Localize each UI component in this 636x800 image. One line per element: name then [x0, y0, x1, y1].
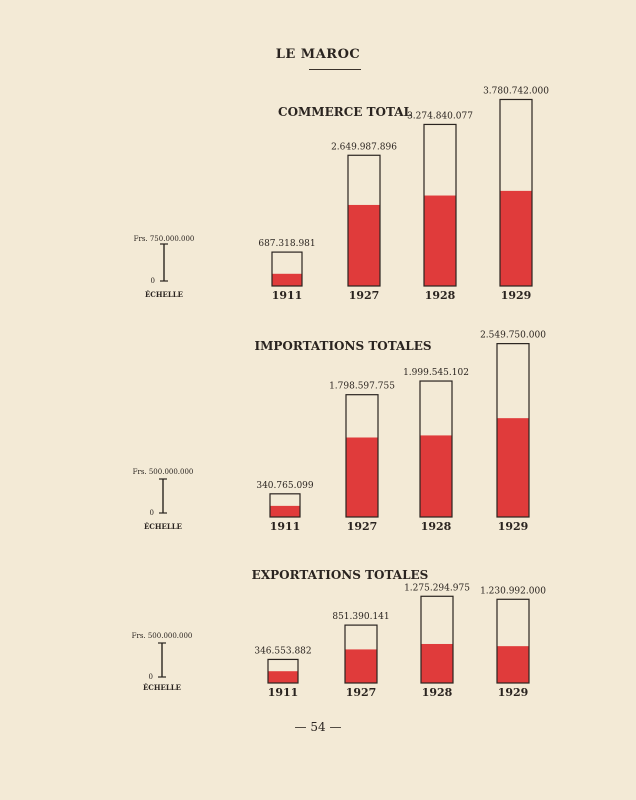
chart-title-exportations-totales: EXPORTATIONS TOTALES — [251, 568, 429, 582]
year-label-importations-totales-1929: 1929 — [497, 520, 529, 533]
year-label-importations-totales-1928: 1928 — [420, 520, 452, 533]
scale-label-commerce-total: Frs. 750.000.000 — [133, 235, 195, 243]
value-label-commerce-total-1927: 2.649.987.896 — [331, 142, 397, 153]
scale-zero-exportations-totales: 0 — [148, 673, 153, 681]
bar-fill-importations-totales-1911 — [270, 506, 300, 517]
scale-zero-importations-totales: 0 — [149, 509, 154, 517]
bar-fill-commerce-total-1928 — [424, 196, 456, 286]
year-label-exportations-totales-1928: 1928 — [421, 686, 453, 699]
page-title: LE MAROC — [275, 47, 361, 62]
year-label-commerce-total-1929: 1929 — [500, 289, 532, 302]
year-label-commerce-total-1927: 1927 — [348, 289, 380, 302]
value-label-exportations-totales-1911: 346.553.882 — [254, 646, 312, 657]
bar-fill-commerce-total-1911 — [272, 274, 302, 286]
value-label-importations-totales-1911: 340.765.099 — [256, 480, 314, 491]
bar-fill-exportations-totales-1911 — [268, 671, 298, 683]
value-label-commerce-total-1911: 687.318.981 — [258, 239, 316, 250]
year-label-importations-totales-1911: 1911 — [269, 520, 301, 533]
value-label-importations-totales-1928: 1.999.545.102 — [403, 368, 469, 379]
value-label-commerce-total-1929: 3.780.742.000 — [483, 86, 549, 97]
value-label-exportations-totales-1929: 1.230.992.000 — [480, 586, 546, 597]
year-label-importations-totales-1927: 1927 — [346, 520, 378, 533]
year-label-commerce-total-1911: 1911 — [271, 289, 303, 302]
chart-title-commerce-total: COMMERCE TOTAL — [278, 105, 412, 119]
year-label-exportations-totales-1929: 1929 — [497, 686, 529, 699]
bar-fill-commerce-total-1927 — [348, 205, 380, 286]
bar-fill-exportations-totales-1927 — [345, 649, 377, 683]
scale-label-exportations-totales: Frs. 500.000.000 — [131, 632, 193, 640]
value-label-importations-totales-1927: 1.798.597.755 — [329, 381, 395, 392]
chart-title-importations-totales: IMPORTATIONS TOTALES — [254, 339, 432, 353]
scale-zero-commerce-total: 0 — [150, 277, 155, 285]
value-label-exportations-totales-1928: 1.275.294.975 — [404, 583, 470, 594]
bar-fill-exportations-totales-1929 — [497, 646, 529, 683]
scale-caption-exportations-totales: ÉCHELLE — [142, 683, 182, 692]
value-label-commerce-total-1928: 3.274.840.077 — [407, 111, 473, 122]
bar-fill-commerce-total-1929 — [500, 191, 532, 286]
year-label-exportations-totales-1911: 1911 — [267, 686, 299, 699]
value-label-importations-totales-1929: 2.549.750.000 — [480, 330, 546, 341]
bar-fill-importations-totales-1928 — [420, 435, 452, 517]
page-number: — 54 — — [294, 720, 342, 734]
scale-caption-commerce-total: ÉCHELLE — [144, 290, 184, 299]
scale-caption-importations-totales: ÉCHELLE — [143, 522, 183, 531]
bar-fill-importations-totales-1929 — [497, 418, 529, 517]
year-label-commerce-total-1928: 1928 — [424, 289, 456, 302]
scale-label-importations-totales: Frs. 500.000.000 — [132, 468, 194, 476]
year-label-exportations-totales-1927: 1927 — [345, 686, 377, 699]
value-label-exportations-totales-1927: 851.390.141 — [332, 612, 390, 623]
bar-fill-importations-totales-1927 — [346, 438, 378, 517]
bar-fill-exportations-totales-1928 — [421, 644, 453, 683]
